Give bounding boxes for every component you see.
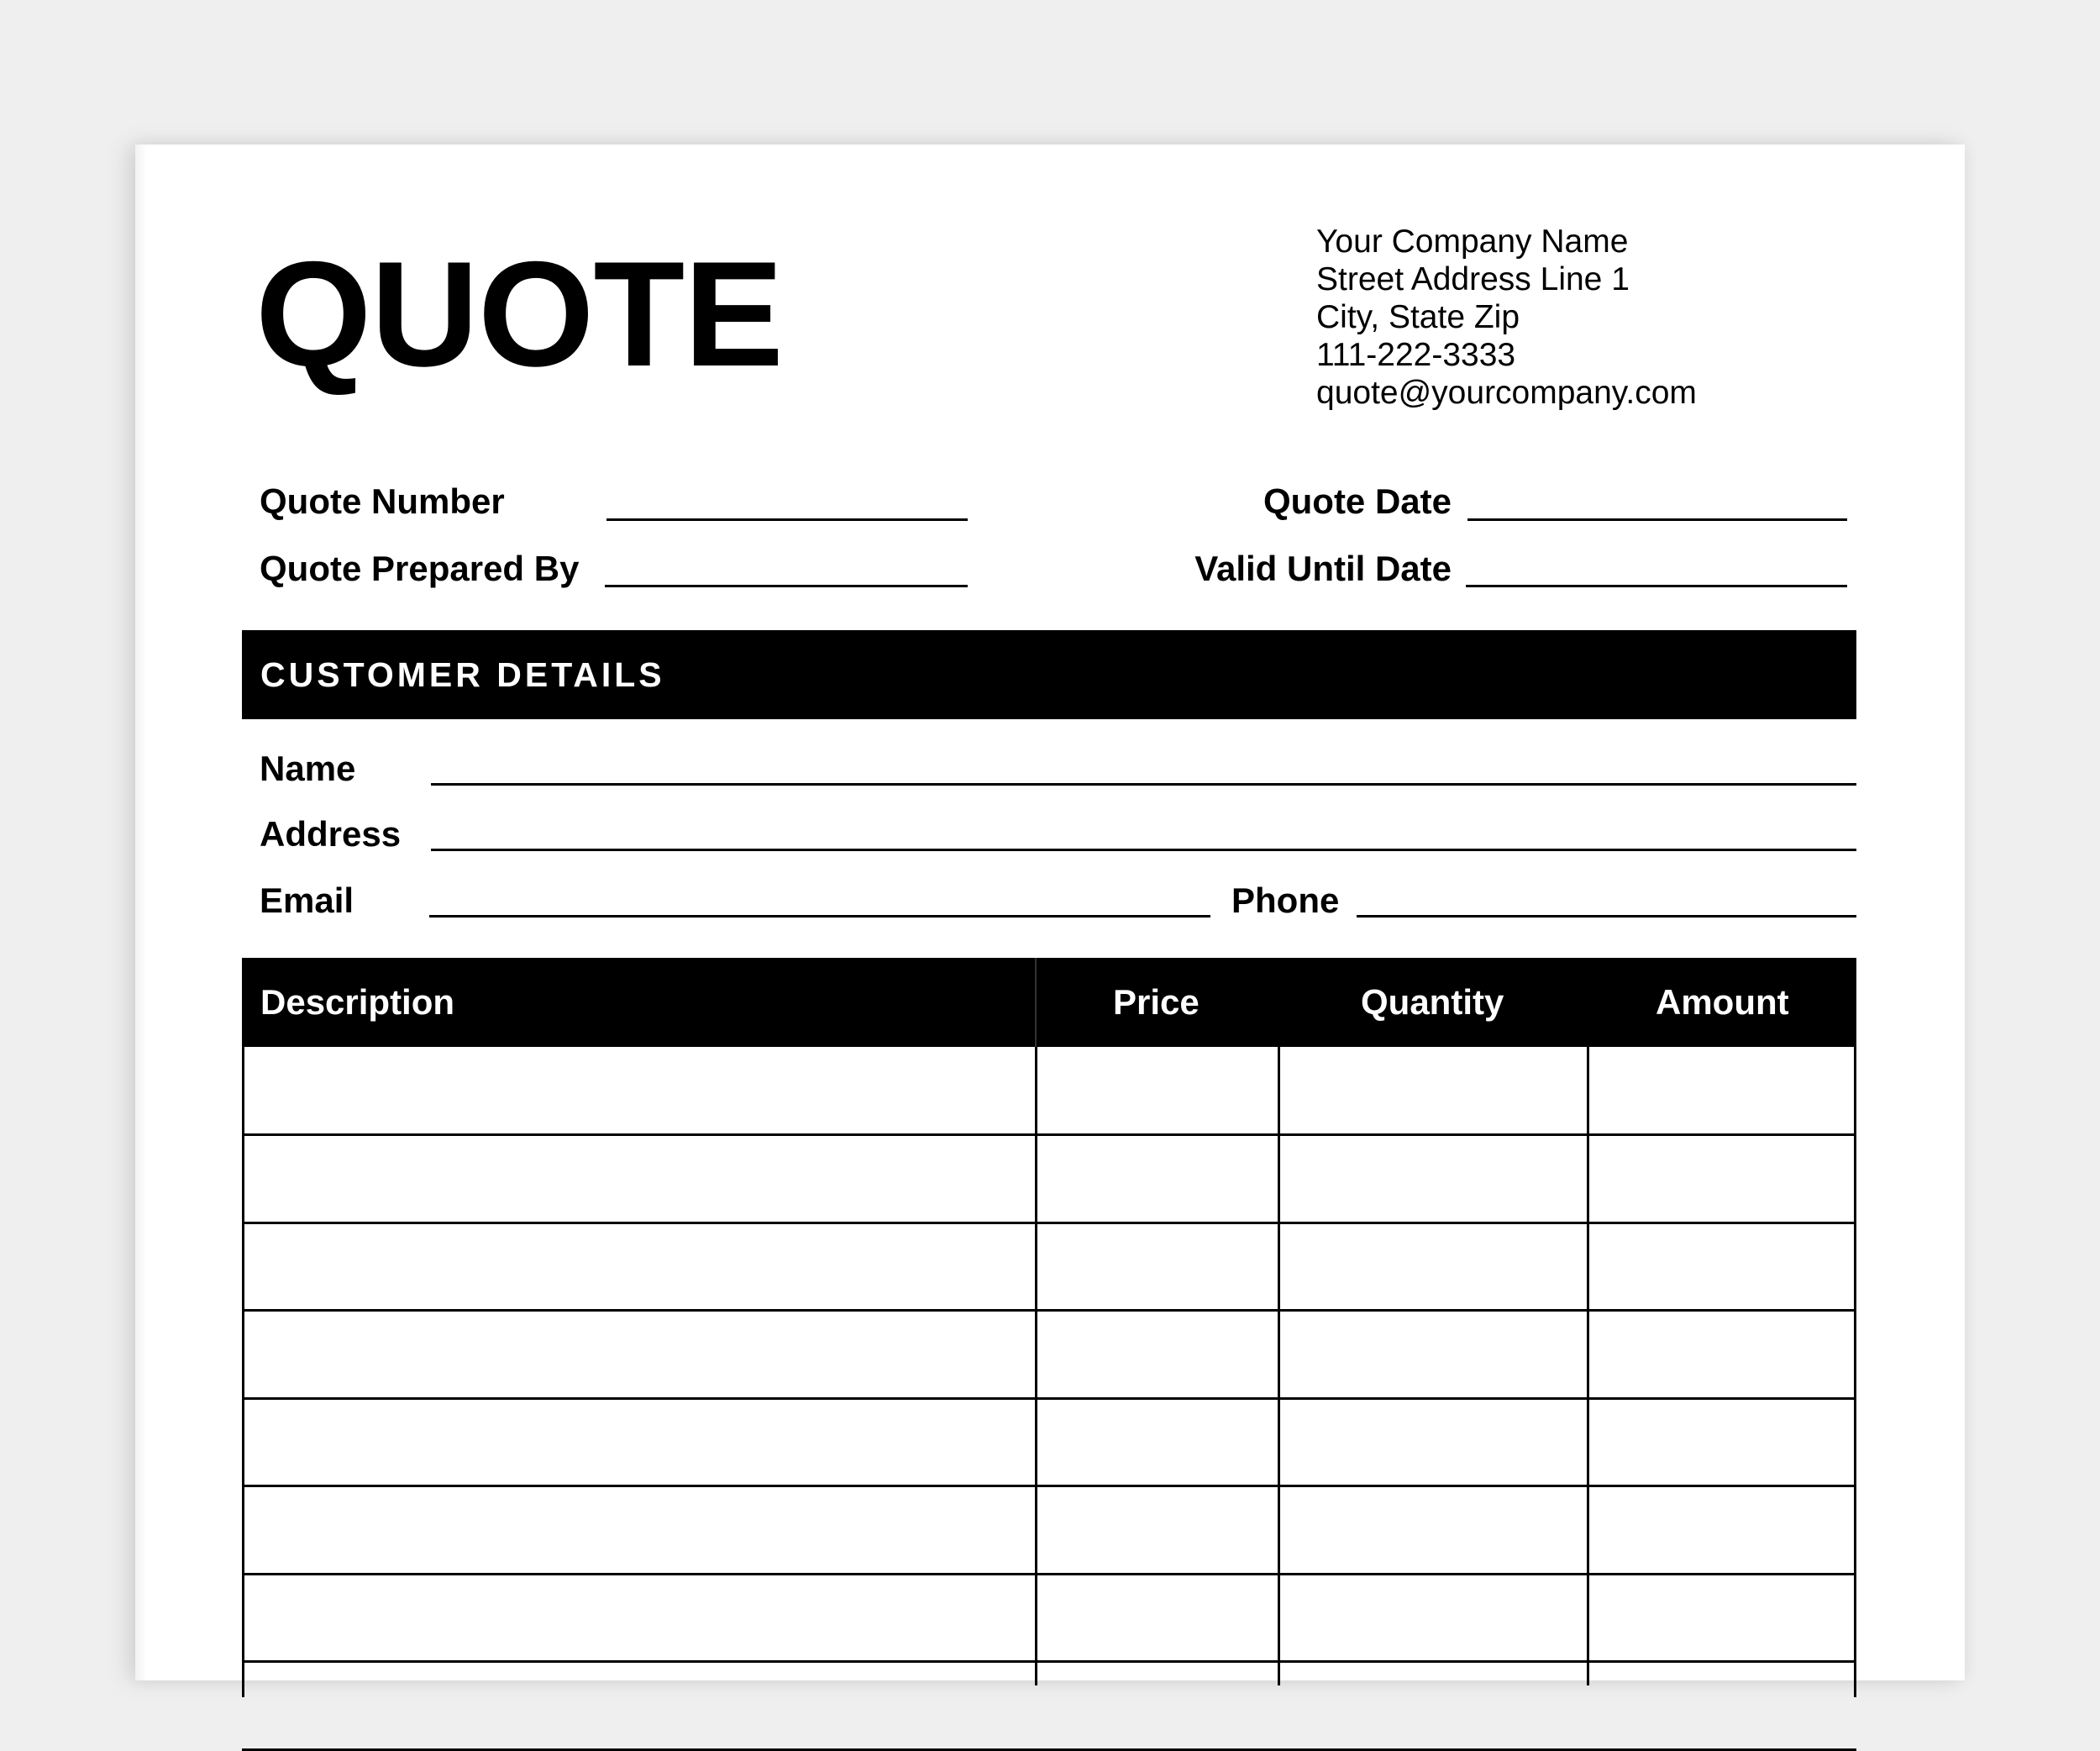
customer-address-field[interactable] [431, 849, 1856, 851]
quantity-cell[interactable] [1280, 1047, 1587, 1135]
table-row [244, 1311, 1854, 1399]
amount-cell[interactable] [1589, 1311, 1854, 1399]
quantity-cell[interactable] [1280, 1662, 1587, 1750]
description-cell[interactable] [244, 1398, 1035, 1486]
price-cell[interactable] [1037, 1398, 1278, 1486]
customer-name-label: Name [260, 749, 356, 788]
table-row [244, 1574, 1854, 1662]
table-row [244, 1398, 1854, 1486]
price-cell[interactable] [1037, 1311, 1278, 1399]
quote-number-field[interactable] [606, 518, 968, 521]
customer-details-header [242, 630, 1856, 719]
price-cell[interactable] [1037, 1662, 1278, 1750]
description-cell[interactable] [244, 1047, 1035, 1135]
document-title: QUOTE [255, 230, 783, 397]
quantity-cell[interactable] [1280, 1223, 1587, 1311]
column-header-quantity: Quantity [1361, 982, 1504, 1022]
quote-date-label: Quote Date [1263, 481, 1452, 521]
description-cell[interactable] [244, 1223, 1035, 1311]
quote-number-label: Quote Number [260, 481, 505, 521]
company-phone: 111-222-3333 [1316, 337, 1516, 373]
quantity-cell[interactable] [1280, 1574, 1587, 1662]
description-cell[interactable] [244, 1135, 1035, 1223]
quantity-cell[interactable] [1280, 1398, 1587, 1486]
price-cell[interactable] [1037, 1047, 1278, 1135]
amount-cell[interactable] [1589, 1486, 1854, 1575]
amount-cell[interactable] [1589, 1662, 1854, 1750]
column-header-description: Description [260, 982, 455, 1022]
price-cell[interactable] [1037, 1223, 1278, 1311]
customer-name-field[interactable] [431, 783, 1856, 786]
quote-date-field[interactable] [1467, 518, 1847, 521]
amount-cell[interactable] [1589, 1223, 1854, 1311]
company-city-state-zip: City, State Zip [1316, 299, 1520, 335]
company-email: quote@yourcompany.com [1316, 375, 1697, 411]
description-cell[interactable] [244, 1486, 1035, 1575]
customer-email-label: Email [260, 881, 354, 920]
customer-details-title: CUSTOMER DETAILS [260, 655, 665, 694]
valid-until-date-label: Valid Until Date [1194, 549, 1452, 588]
table-row [244, 1047, 1854, 1135]
customer-address-label: Address [260, 814, 402, 854]
items-table-header [242, 958, 1856, 1047]
customer-phone-label: Phone [1231, 881, 1340, 920]
quantity-cell[interactable] [1280, 1135, 1587, 1223]
column-header-price: Price [1113, 982, 1200, 1022]
company-name: Your Company Name [1316, 223, 1629, 260]
price-cell[interactable] [1037, 1486, 1278, 1575]
customer-phone-field[interactable] [1357, 915, 1856, 918]
quote-prepared-by-label: Quote Prepared By [260, 549, 580, 588]
company-info [1316, 223, 1697, 412]
amount-cell[interactable] [1589, 1574, 1854, 1662]
description-cell[interactable] [244, 1574, 1035, 1662]
amount-cell[interactable] [1589, 1047, 1854, 1135]
row-divider [242, 1748, 1856, 1751]
description-cell[interactable] [244, 1662, 1035, 1750]
table-row [244, 1223, 1854, 1311]
header-separator [1035, 958, 1037, 1047]
valid-until-date-field[interactable] [1466, 585, 1847, 587]
price-cell[interactable] [1037, 1135, 1278, 1223]
amount-cell[interactable] [1589, 1398, 1854, 1486]
amount-cell[interactable] [1589, 1135, 1854, 1223]
customer-email-field[interactable] [429, 915, 1210, 918]
description-cell[interactable] [244, 1311, 1035, 1399]
table-row [244, 1662, 1854, 1750]
quote-prepared-by-field[interactable] [605, 585, 968, 587]
column-header-amount: Amount [1656, 982, 1789, 1022]
price-cell[interactable] [1037, 1574, 1278, 1662]
quantity-cell[interactable] [1280, 1311, 1587, 1399]
company-street: Street Address Line 1 [1316, 261, 1630, 297]
quantity-cell[interactable] [1280, 1486, 1587, 1575]
table-row [244, 1135, 1854, 1223]
table-row [244, 1486, 1854, 1575]
